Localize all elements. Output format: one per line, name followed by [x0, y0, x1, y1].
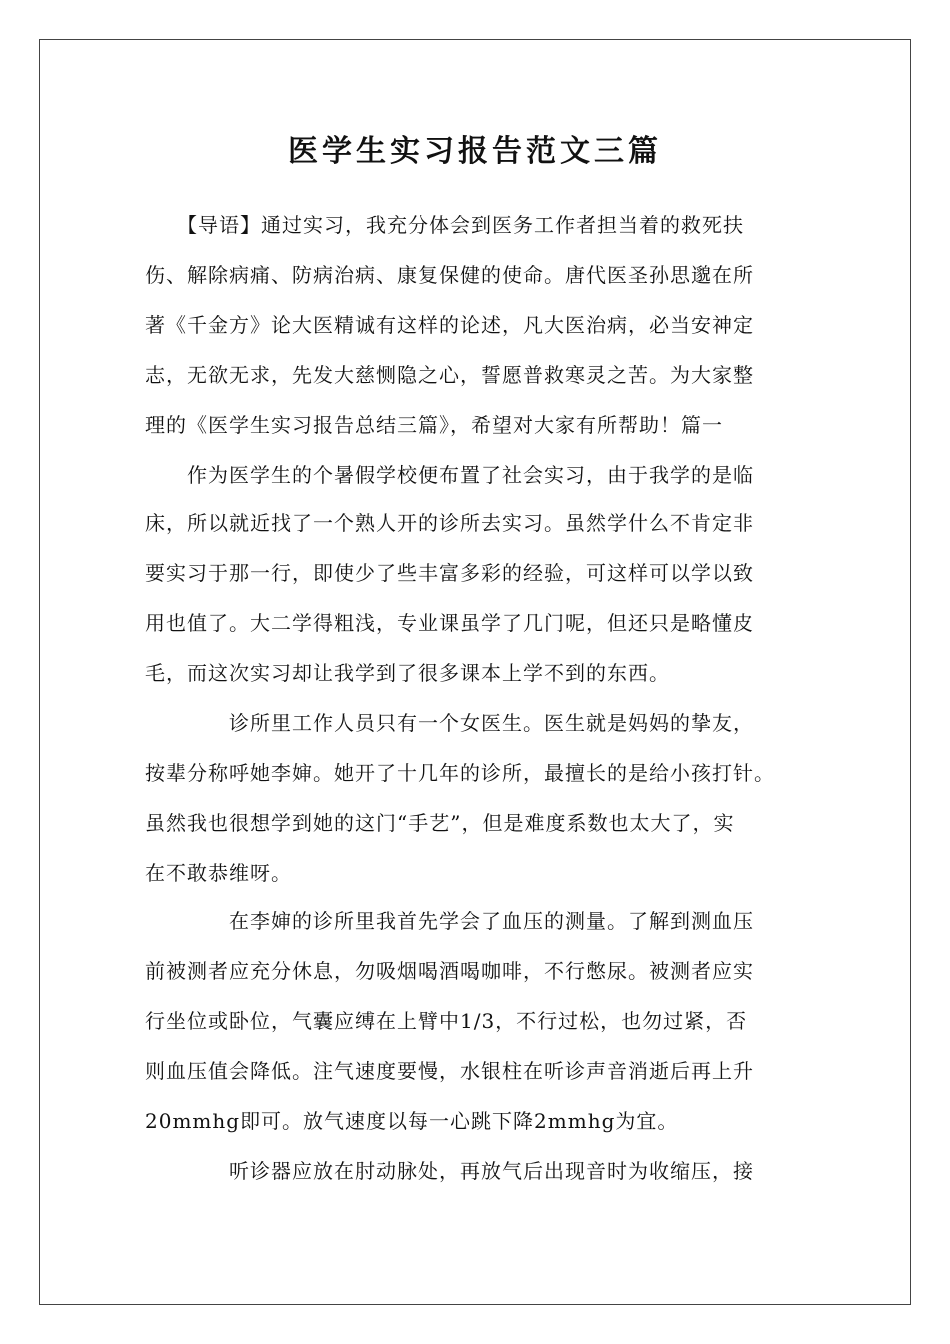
text-line-20: 听诊器应放在肘动脉处，再放气后出现音时为收缩压，接: [145, 1159, 754, 1183]
text-line-18: 则血压值会降低。注气速度要慢，水银柱在听诊声音消逝后再上升: [145, 1059, 754, 1083]
text-line-8: 要实习于那一行，即使少了些丰富多彩的经验，可这样可以学以致: [145, 561, 754, 585]
text-line-11: 诊所里工作人员只有一个女医生。医生就是妈妈的挚友，: [145, 711, 754, 735]
text-line-19: 20mmhg即可。放气速度以每一心跳下降2mmhg为宜。: [145, 1109, 679, 1133]
text-line-7: 床，所以就近找了一个熟人开的诊所去实习。虽然学什么不肯定非: [145, 511, 754, 535]
text-line-17: 行坐位或卧位，气囊应缚在上臂中1/3，不行过松，也勿过紧，否: [145, 1009, 748, 1033]
text-line-4: 志，无欲无求，先发大慈恻隐之心，誓愿普救寒灵之苦。为大家整: [145, 363, 754, 387]
text-line-14: 在不敢恭维呀。: [145, 861, 292, 885]
text-line-3: 著《千金方》论大医精诚有这样的论述，凡大医治病，必当安神定: [145, 313, 754, 337]
text-line-2: 伤、解除病痛、防病治病、康复保健的使命。唐代医圣孙思邈在所: [145, 263, 754, 287]
text-line-6: 作为医学生的个暑假学校便布置了社会实习，由于我学的是临: [145, 463, 754, 487]
text-line-15: 在李婶的诊所里我首先学会了血压的测量。了解到测血压: [145, 909, 754, 933]
text-line-9: 用也值了。大二学得粗浅，专业课虽学了几门呢，但还只是略懂皮: [145, 611, 754, 635]
text-line-12: 按辈分称呼她李婶。她开了十几年的诊所，最擅长的是给小孩打针。: [145, 761, 775, 785]
text-line-10: 毛，而这次实习却让我学到了很多课本上学不到的东西。: [145, 661, 670, 685]
text-line-13: 虽然我也很想学到她的这门“手艺”，但是难度系数也太大了，实: [145, 811, 735, 835]
document-title: 医学生实习报告范文三篇: [288, 134, 662, 169]
text-line-1: 【导语】通过实习，我充分体会到医务工作者担当着的救死扶: [145, 213, 744, 237]
text-line-16: 前被测者应充分休息，勿吸烟喝酒喝咖啡，不行憋尿。被测者应实: [145, 959, 754, 983]
text-line-5: 理的《医学生实习报告总结三篇》，希望对大家有所帮助！篇一: [145, 413, 723, 437]
